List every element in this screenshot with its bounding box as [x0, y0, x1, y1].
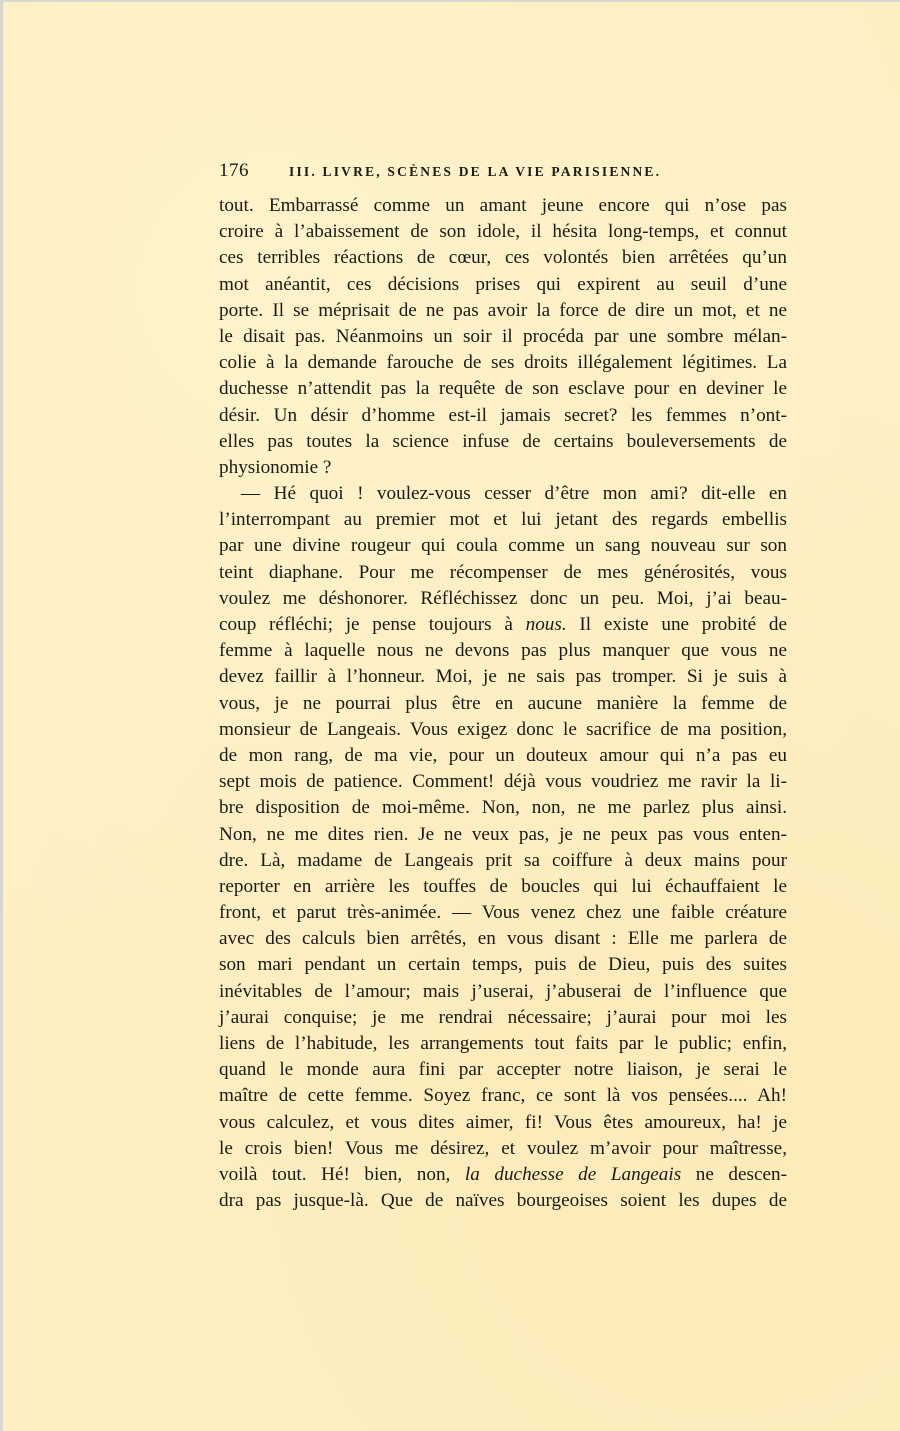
text-line: bre disposition de moi-même. Non, non, ne me parlez plus ainsi. — [219, 797, 787, 819]
text-line-with-italic — [219, 1162, 787, 1188]
text-line: croire à l’abaissement de son idole, il hésita long-temps, et connut — [219, 221, 787, 243]
text-line: porte. Il se méprisait de ne pas avoir la force de dire un mot, et ne — [219, 299, 787, 321]
text-line: dra pas jusque-là. Que de naïves bourgeoises soient les dupes de — [219, 1190, 787, 1212]
text-line: Non, ne me dites rien. Je ne veux pas, je ne peux pas vous enten- — [219, 823, 787, 845]
running-title: III. LIVRE, SCÈNES DE LA VIE PARISIENNE. — [289, 164, 662, 179]
text-line: le crois bien! Vous me désirez, et voulez m’avoir pour maîtresse, — [219, 1137, 787, 1159]
page-number: 176 — [219, 160, 249, 181]
text-line-with-italic — [219, 612, 787, 638]
text-line: de mon rang, de ma vie, pour un douteux amour qui n’a pas eu — [219, 744, 787, 766]
text-line: par une divine rougeur qui coula comme un sang nouveau sur son — [219, 535, 787, 557]
text-segment: Il existe une probité de — [566, 614, 787, 635]
text-line: elles pas toutes la science infuse de certains bouleversements de — [219, 430, 787, 452]
text-line: teint diaphane. Pour me récompenser de mes générosités, vous — [219, 561, 787, 583]
paragraph-end-line: physionomie ? — [219, 456, 332, 478]
text-line: inévitables de l’amour; mais j’userai, j’abuserai de l’influence que — [219, 980, 787, 1002]
text-line: tout. Embarrassé comme un amant jeune encore qui n’ose pas — [219, 195, 787, 216]
text-line: duchesse n’attendit pas la requête de son esclave pour en deviner le — [219, 378, 787, 400]
text-line: voulez me déshonorer. Réfléchissez donc un peu. Moi, j’ai beau- — [219, 587, 787, 609]
text-line: vous calculez, et vous dites aimer, fi! Vous êtes amoureux, ha! je — [219, 1111, 787, 1133]
text-line: j’aurai conquise; je me rendrai nécessaire; j’aurai pour moi les — [219, 1006, 787, 1028]
text-line: mot anéantit, ces décisions prises qui expirent au seuil d’une — [219, 273, 787, 295]
text-line: femme à laquelle nous ne devons pas plus manquer que vous ne — [219, 640, 787, 662]
text-line: monsieur de Langeais. Vous exigez donc le sacrifice de ma position, — [219, 718, 787, 740]
text-line: sept mois de patience. Comment! déjà vous voudriez me ravir la li- — [219, 771, 787, 793]
text-line: vous, je ne pourrai plus être en aucune manière la femme de — [219, 692, 787, 714]
text-line: maître de cette femme. Soyez franc, ce sont là vos pensées.... Ah! — [219, 1085, 787, 1107]
text-line: colie à la demande farouche de ses droits illégalement légitimes. La — [219, 352, 787, 374]
body-text — [219, 193, 787, 1214]
italic-emphasis: la duchesse de Langeais — [464, 1163, 682, 1185]
text-line: front, et parut très-animée. — Vous venez chez une faible créature — [219, 902, 787, 924]
text-line: l’interrompant au premier mot et lui jetant des regards embellis — [219, 509, 787, 531]
text-line: liens de l’habitude, les arrangements tout faits par le public; enfin, — [219, 1033, 787, 1054]
italic-emphasis: nous. — [525, 614, 567, 635]
text-line: ces terribles réactions de cœur, ces volontés bien arrêtées qu’un — [219, 247, 787, 269]
paragraph-start-line: — Hé quoi ! voulez-vous cesser d’être mon ami? dit-elle en — [241, 483, 787, 505]
text-segment: ne descen- — [681, 1163, 787, 1185]
text-line: son mari pendant un certain temps, puis de Dieu, puis des suites — [219, 954, 787, 976]
page-header — [219, 160, 787, 188]
text-segment: voilà tout. Hé! bien, non, — [219, 1163, 465, 1185]
text-line: désir. Un désir d’homme est-il jamais secret? les femmes n’ont- — [219, 404, 787, 426]
text-line: reporter en arrière les touffes de boucles qui lui échauffaient le — [219, 875, 787, 897]
text-line: devez faillir à l’honneur. Moi, je ne sais pas tromper. Si je suis à — [219, 666, 787, 688]
text-line: le disait pas. Néanmoins un soir il procéda par une sombre mélan- — [219, 325, 787, 347]
text-segment: coup réfléchi; je pense toujours à — [219, 614, 526, 635]
text-line: quand le monde aura fini par accepter notre liaison, je serai le — [219, 1059, 787, 1081]
text-line: dre. Là, madame de Langeais prit sa coiffure à deux mains pour — [219, 849, 787, 871]
text-line: avec des calculs bien arrêtés, en vous disant : Elle me parlera de — [219, 928, 787, 950]
book-page — [3, 2, 900, 1431]
